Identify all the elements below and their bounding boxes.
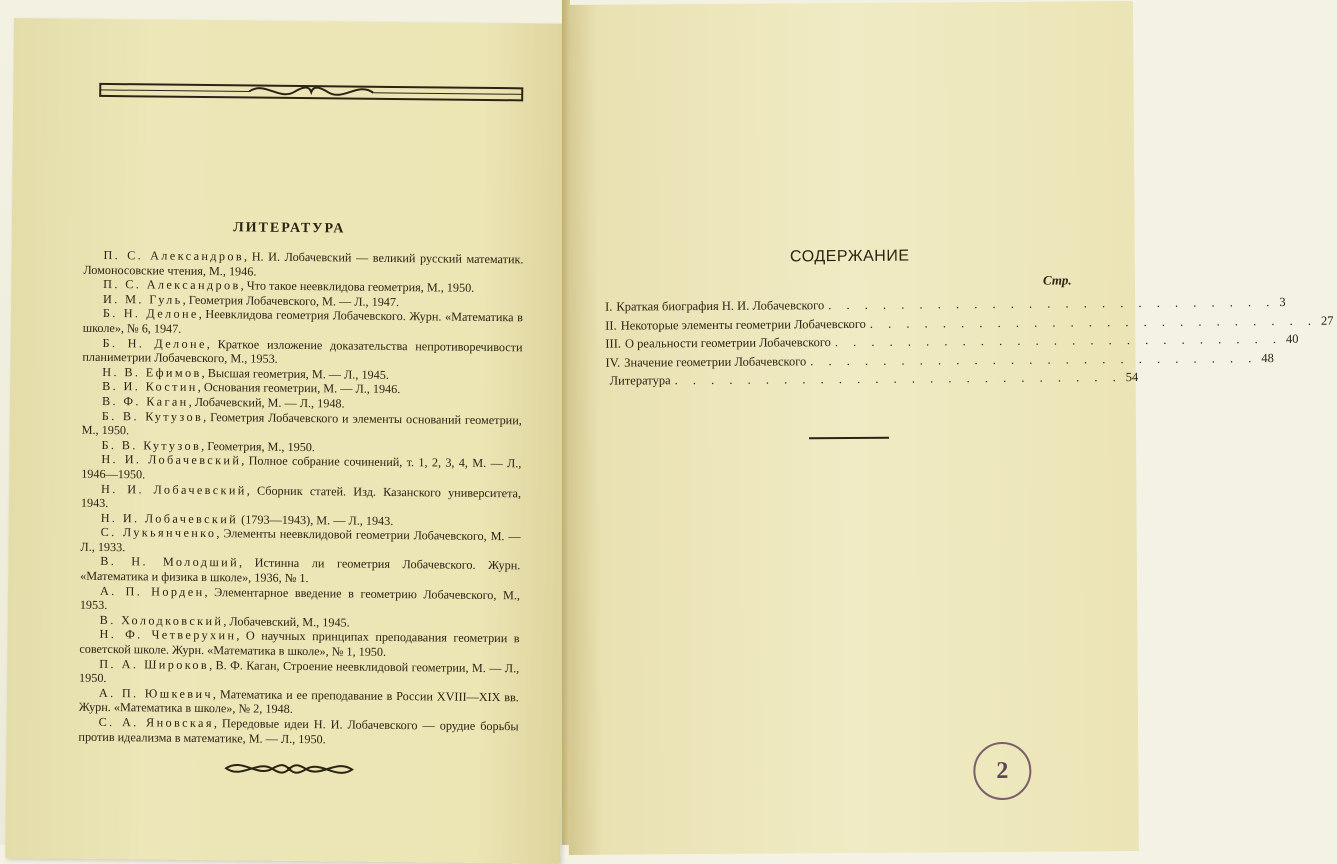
contents-title: СОДЕРЖАНИЕ	[789, 247, 910, 266]
list-item: Н. В. Ефимов, Высшая геометрия, М. — Л., 1945.	[102, 364, 389, 382]
page-column-header: Стр.	[1042, 272, 1072, 288]
list-item: А. П. Юшкевич, Математика и ее преподавание в России XVIII—XIX вв. Журн. «Математика в школе», № 2, 1948.	[78, 685, 519, 717]
list-item: В. Ф. Каган, Лобачевский, М. — Л., 1948.	[101, 393, 345, 411]
divider	[809, 437, 889, 440]
toc-entry: I. Краткая биография Н. И. Лобачевского . . . . . . . . . . . . . . . . . . . . . . . . . 3	[605, 294, 1286, 314]
toc-entry: IV. Значение геометрии Лобачевского . . . . . . . . . . . . . . . . . . . . . . . . . 48	[605, 350, 1274, 370]
list-item: Б. В. Кутузов, Геометрия, М., 1950.	[101, 437, 316, 454]
list-item: Б. Н. Делоне, Краткое изложение доказательства непротиворечивости планиметрии Лобачевского, М., 1953.	[82, 335, 523, 366]
list-item: Н. И. Лобачевский (1793—1943), М. — Л., 1943.	[100, 510, 394, 528]
literature-list	[78, 248, 523, 749]
list-item: П. С. Александров, Н. И. Лобачевский — великий русский математик. Ломоносовские чтения, М., 1946.	[83, 247, 524, 279]
book-spine	[562, 0, 570, 845]
toc-entry: III. О реальности геометрии Лобачевского . . . . . . . . . . . . . . . . . . . . . . . . . 40	[605, 331, 1299, 351]
list-item: В. Холодковский, Лобачевский, М., 1945.	[99, 612, 350, 630]
list-item: А. П. Норден, Элементарное введение в геометрию Лобачевского, М., 1953.	[79, 583, 521, 613]
top-ornament	[99, 79, 523, 105]
list-item: П. С. Александров, Что такое неевклидова геометрия, М., 1950.	[103, 277, 475, 296]
list-item: Б. Н. Делоне, Неевклидова геометрия Лобачевского. Журн. «Математика в школе», № 6, 1947.	[82, 306, 523, 336]
right-page	[563, 1, 1334, 855]
toc-entry: II. Некоторые элементы геометрии Лобачевского . . . . . . . . . . . . . . . . . . . . . . . . . 27	[605, 313, 1334, 333]
list-item: С. А. Яновская, Передовые идеи Н. И. Лобачевского — орудие борьбы против идеализма в математике, М. — Л., 1950.	[78, 714, 519, 746]
page-number-stamp: 2	[973, 742, 1031, 800]
table-of-contents	[605, 294, 1334, 392]
left-page	[5, 18, 569, 864]
list-item: И. М. Гуль, Геометрия Лобачевского, М. — Л., 1947.	[102, 291, 400, 309]
toc-entry: Литература . . . . . . . . . . . . . . . . . . . . . . . . . 54	[609, 369, 1139, 388]
list-item: П. А. Широков, В. Ф. Каган, Строение неевклидовой геометрии, М. — Л., 1950.	[79, 656, 520, 686]
bottom-ornament	[222, 757, 356, 780]
literature-title: ЛИТЕРАТУРА	[233, 220, 346, 237]
list-item: Н. Ф. Четверухин, О научных принципах преподавания геометрии в советской школе. Журн. «Математика в школе», № 1, 1950.	[79, 627, 520, 659]
list-item: С. Лукьянченко, Элементы неевклидовой геометрии Лобачевского, М. — Л., 1933.	[80, 525, 521, 555]
list-item: В. Н. Молодший, Истинна ли геометрия Лобачевского. Журн. «Математика и физика в школе», 1936, № 1.	[80, 554, 521, 586]
list-item: Н. И. Лобачевский, Сборник статей. Изд. Казанского университета, 1943.	[80, 481, 522, 511]
list-item: Б. В. Кутузов, Геометрия Лобачевского и элементы оснований геометрии, М., 1950.	[81, 408, 522, 438]
list-item: В. И. Костин, Основания геометрии, М. — Л., 1946.	[102, 379, 401, 397]
list-item: Н. И. Лобачевский, Полное собрание сочинений, т. 1, 2, 3, 4, М. — Л., 1946—1950.	[81, 452, 522, 482]
